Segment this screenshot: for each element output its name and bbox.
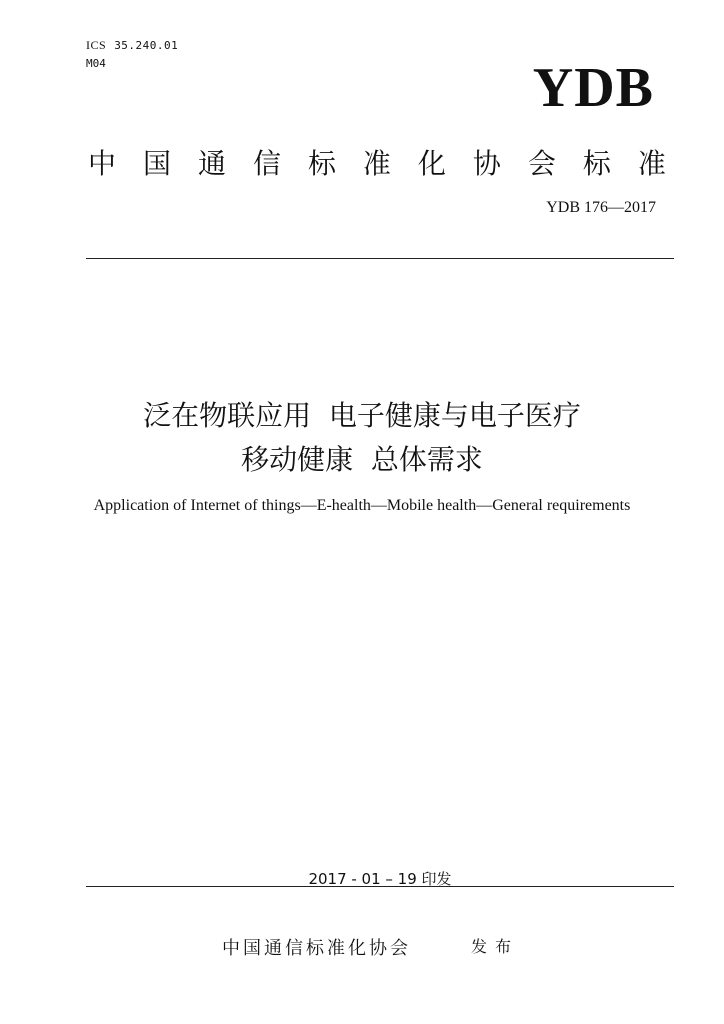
bottom-divider: [86, 886, 674, 887]
org-char: 化: [417, 147, 446, 180]
ics-label: ICS: [86, 38, 107, 52]
org-char: 信: [252, 147, 281, 180]
issue-word: 发布: [471, 937, 520, 956]
org-char: 协: [472, 147, 501, 180]
ics-code: [86, 38, 178, 53]
title-en: Application of Internet of things—E-health—Mobile health—General requirements: [93, 497, 631, 514]
ydb-logo: YDB: [532, 57, 654, 119]
issuer: 中国通信标准化协会: [222, 938, 411, 959]
org-char: 会: [527, 147, 556, 180]
org-char: 准: [362, 147, 391, 180]
print-date: 2017 - 01 – 19 印发: [308, 870, 452, 888]
org-char: 中: [88, 147, 117, 180]
title-cn-line2: 移动健康 总体需求: [241, 443, 483, 476]
org-char: 国: [142, 147, 171, 180]
org-char: 准: [637, 147, 666, 180]
org-char: 通: [197, 147, 226, 180]
standard-number: YDB 176—2017: [546, 199, 656, 216]
title-cn-line1: 泛在物联应用 电子健康与电子医疗: [143, 399, 581, 432]
org-char: 标: [582, 147, 611, 180]
category-code: M04: [86, 57, 106, 70]
organization-title: [88, 142, 666, 182]
top-divider: [86, 258, 674, 259]
ics-number: 35.240.01: [114, 39, 179, 52]
org-char: 标: [307, 147, 336, 180]
